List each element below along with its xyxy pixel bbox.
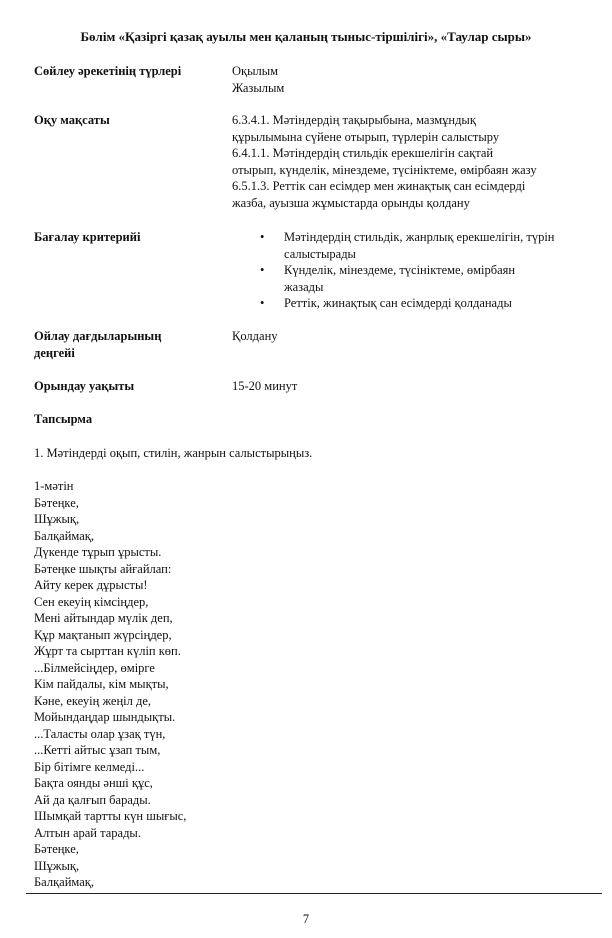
criteria-item: [260, 295, 604, 312]
poem-line: Бір бітімге келмеді...: [34, 759, 145, 774]
assessment-criteria-list: [232, 229, 604, 312]
poem-text: [34, 478, 186, 891]
criteria-line: жазады: [284, 279, 324, 294]
objective-line: жазба, ауызша жұмыстарда орынды қолдану: [232, 195, 470, 210]
criteria-line: салыстырады: [284, 246, 356, 261]
poem-line: Шымқай тартты күн шығыс,: [34, 809, 187, 823]
thinking-level-value-text: Қолдану: [232, 329, 278, 343]
poem-line: Мені айтындар мүлік деп,: [34, 611, 173, 625]
poem-line: Балқаймақ,: [34, 875, 94, 889]
criteria-line: • Мәтіндердің стильдік, жанрлық ерекшелігін, түрін: [284, 230, 555, 244]
section-heading: Бөлім «Қазіргі қазақ ауылы мен қаланың тыныс-тіршілігі», «Таулар сыры»: [80, 29, 532, 44]
objective-line: 6.4.1.1. Мәтіндердің стильдік ерекшелігін сақтай: [232, 146, 494, 160]
speech-activity-label: Сөйлеу әрекетінің түрлері: [34, 64, 182, 78]
poem-line: ...Білмейсіңдер, өмірге: [34, 660, 155, 675]
task-title: Тапсырма: [34, 412, 93, 426]
poem-line: Бәтеңке шықты айғайлап:: [34, 561, 172, 576]
poem-line: Кім пайдалы, кім мықты,: [34, 677, 169, 691]
poem-line: Құр мақтанып жүрсіңдер,: [34, 627, 172, 642]
speech-activity-value: Жазылым: [232, 80, 285, 95]
execution-time-value-text: 15-20 минут: [232, 379, 298, 393]
poem-line: Жұрт та сырттан күліп көп.: [34, 644, 181, 658]
speech-activity-value: Оқылым: [232, 64, 279, 78]
poem-line: Шұжық,: [34, 858, 80, 873]
thinking-level-label-line: Ойлау дағдыларының: [34, 329, 162, 343]
poem-line: Мойындаңдар шындықты.: [34, 710, 176, 724]
learning-objectives-label: Оқу мақсаты: [34, 113, 110, 127]
page-number: 7: [302, 912, 310, 926]
poem-line: Бәтеңке,: [34, 495, 79, 510]
poem-line: Дүкенде тұрып ұрысты.: [34, 545, 162, 559]
poem-line: Шұжық,: [34, 512, 80, 526]
criteria-line: • Күнделік, мінездеме, түсініктеме, өмірбаян: [284, 263, 516, 277]
thinking-level-label-line: деңгейі: [34, 345, 75, 360]
assessment-criteria-label: Бағалау критерийі: [34, 230, 141, 244]
poem-line: Балқаймақ,: [34, 528, 94, 543]
learning-objectives-text: [232, 112, 604, 211]
objective-line: құрылымына сүйене отырып, түрлерін салыстыру: [232, 129, 500, 144]
poem-line: Бақта оянды әнші құс,: [34, 776, 153, 790]
objective-line: 6.3.4.1. Мәтіндердің тақырыбына, мазмұндық: [232, 113, 476, 127]
footer-divider: [26, 893, 602, 894]
poem-line: Алтын арай тарады.: [34, 825, 141, 840]
poem-line: Кәне, екеуің жеңіл де,: [34, 693, 152, 708]
poem-line: 1-мәтін: [34, 479, 74, 493]
thinking-level-label: [34, 328, 224, 361]
criteria-item: [260, 262, 604, 295]
objective-line: 6.5.1.3. Реттік сан есімдер мен жинақтық сан есімдерді: [232, 179, 526, 193]
poem-line: Бәтеңке,: [34, 842, 79, 856]
poem-line: Ай да қалғып барады.: [34, 792, 151, 807]
poem-line: ...Таласты олар ұзақ түн,: [34, 726, 166, 741]
objective-line: отырып, күнделік, мінездеме, түсініктеме, өмірбаян жазу: [232, 162, 537, 177]
execution-time-label: Орындау уақыты: [34, 379, 135, 393]
poem-line: Сен екеуің кімсіңдер,: [34, 594, 149, 609]
criteria-item: [260, 229, 604, 262]
thinking-level-value: [232, 328, 604, 345]
execution-time-value: [232, 378, 604, 395]
poem-line: Айту керек дұрысты!: [34, 578, 148, 592]
speech-activity-values: [232, 63, 604, 96]
task-instruction: 1. Мәтіндерді оқып, стилін, жанрын салыстырыңыз.: [34, 446, 313, 460]
poem-line: ...Кетті айтыс ұзап тым,: [34, 743, 161, 757]
criteria-line: • Реттік, жинақтық сан есімдерді қолданады: [284, 296, 512, 310]
